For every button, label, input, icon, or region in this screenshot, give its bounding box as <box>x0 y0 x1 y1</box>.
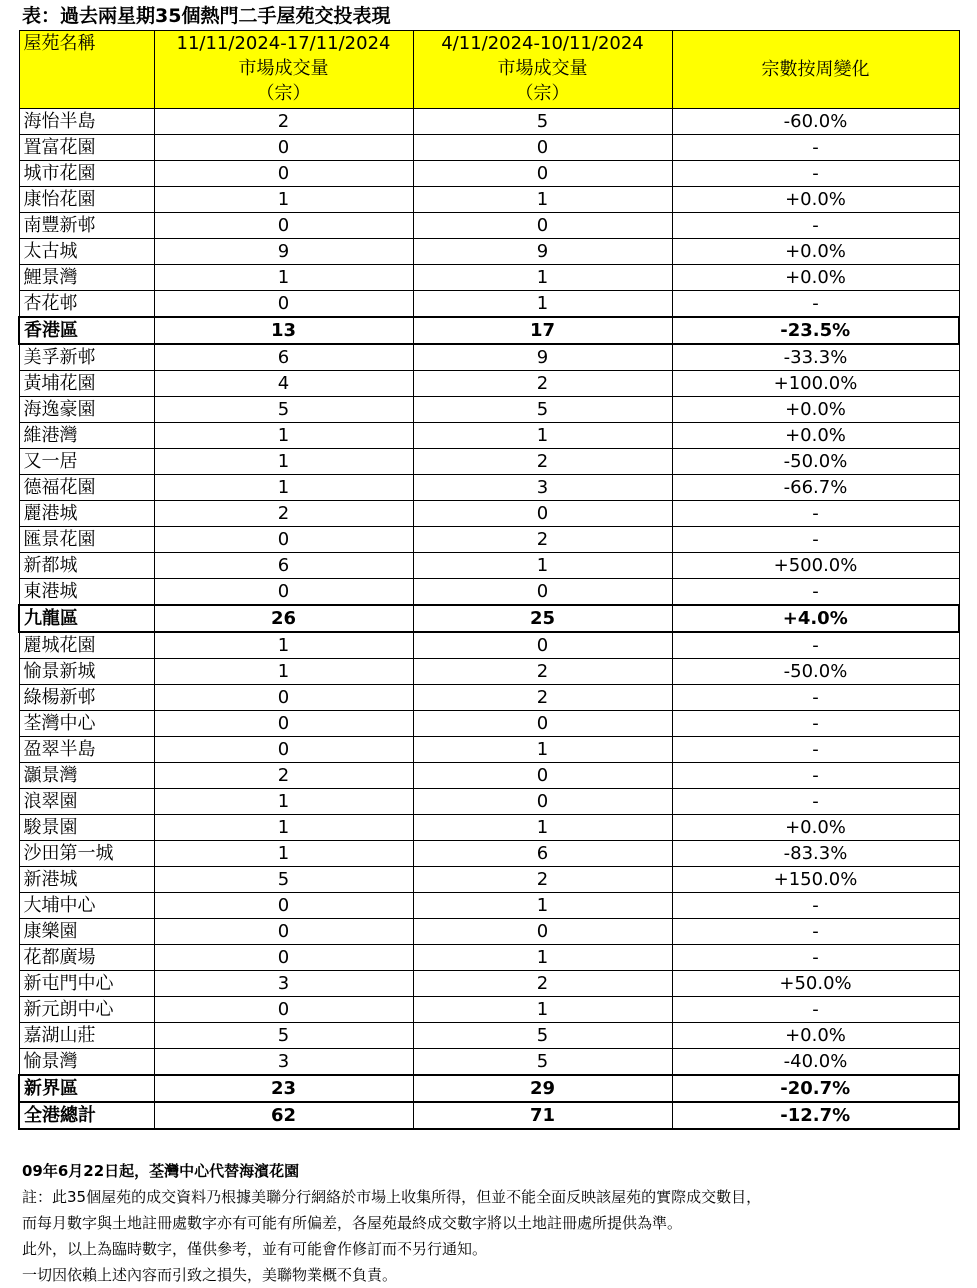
estate-name-cell: 又一居 <box>19 449 154 475</box>
table-row <box>19 423 959 449</box>
weekly-change-cell: - <box>672 501 959 527</box>
subtotal-row <box>19 605 959 632</box>
table-row <box>19 841 959 867</box>
current-count-cell: 1 <box>154 789 413 815</box>
current-count-cell: 0 <box>154 893 413 919</box>
current-count-cell: 5 <box>154 1023 413 1049</box>
table-row <box>19 893 959 919</box>
estate-name-cell: 浪翠園 <box>19 789 154 815</box>
current-count-cell: 0 <box>154 291 413 318</box>
estate-name-cell: 麗城花園 <box>19 632 154 659</box>
previous-count-cell: 0 <box>413 919 672 945</box>
header-previous-period-label: 市場成交量 <box>497 58 588 79</box>
current-count-cell: 26 <box>154 605 413 632</box>
previous-count-cell: 9 <box>413 344 672 371</box>
table-row <box>19 971 959 997</box>
estate-name-cell: 全港總計 <box>19 1102 154 1129</box>
current-count-cell: 1 <box>154 475 413 501</box>
weekly-change-cell: -23.5% <box>672 317 959 344</box>
weekly-change-cell: - <box>672 291 959 318</box>
table-row <box>19 1023 959 1049</box>
estate-name-cell: 美孚新邨 <box>19 344 154 371</box>
current-count-cell: 0 <box>154 213 413 239</box>
table-row <box>19 109 959 135</box>
weekly-change-cell: -50.0% <box>672 449 959 475</box>
previous-count-cell: 1 <box>413 265 672 291</box>
table-row <box>19 945 959 971</box>
current-count-cell: 0 <box>154 919 413 945</box>
estate-name-cell: 鯉景灣 <box>19 265 154 291</box>
current-count-cell: 2 <box>154 501 413 527</box>
estate-name-cell: 城市花園 <box>19 161 154 187</box>
table-row <box>19 1049 959 1076</box>
header-estate-name: 屋苑名稱 <box>19 31 154 109</box>
previous-count-cell: 0 <box>413 711 672 737</box>
previous-count-cell: 2 <box>413 527 672 553</box>
header-row <box>19 31 959 109</box>
subtotal-row <box>19 317 959 344</box>
estate-name-cell: 新都城 <box>19 553 154 579</box>
table-row <box>19 789 959 815</box>
current-count-cell: 2 <box>154 109 413 135</box>
table-row <box>19 239 959 265</box>
table-row <box>19 632 959 659</box>
header-previous-period-unit: （宗） <box>515 83 570 104</box>
estate-name-cell: 愉景新城 <box>19 659 154 685</box>
estate-name-cell: 置富花園 <box>19 135 154 161</box>
estate-name-cell: 太古城 <box>19 239 154 265</box>
current-count-cell: 0 <box>154 135 413 161</box>
current-count-cell: 2 <box>154 763 413 789</box>
current-count-cell: 23 <box>154 1075 413 1102</box>
previous-count-cell: 2 <box>413 867 672 893</box>
table-row <box>19 763 959 789</box>
estate-name-cell: 沙田第一城 <box>19 841 154 867</box>
weekly-change-cell: +0.0% <box>672 423 959 449</box>
notes-headline: 09年6月22日起，荃灣中心代替海濱花園 <box>22 1162 300 1180</box>
previous-count-cell: 2 <box>413 371 672 397</box>
header-current-period-label: 市場成交量 <box>238 58 329 79</box>
current-count-cell: 5 <box>154 397 413 423</box>
estate-name-cell: 大埔中心 <box>19 893 154 919</box>
weekly-change-cell: - <box>672 579 959 606</box>
header-current-period-dates: 11/11/2024-17/11/2024 <box>176 33 391 54</box>
weekly-change-cell: +100.0% <box>672 371 959 397</box>
estate-name-cell: 東港城 <box>19 579 154 606</box>
estate-name-cell: 九龍區 <box>19 605 154 632</box>
previous-count-cell: 1 <box>413 815 672 841</box>
previous-count-cell: 5 <box>413 109 672 135</box>
weekly-change-cell: - <box>672 632 959 659</box>
weekly-change-cell: +0.0% <box>672 397 959 423</box>
current-count-cell: 0 <box>154 945 413 971</box>
current-count-cell: 3 <box>154 1049 413 1076</box>
weekly-change-cell: +50.0% <box>672 971 959 997</box>
table-row <box>19 135 959 161</box>
header-previous-period-dates: 4/11/2024-10/11/2024 <box>441 33 644 54</box>
table-row <box>19 867 959 893</box>
current-count-cell: 1 <box>154 187 413 213</box>
current-count-cell: 0 <box>154 997 413 1023</box>
weekly-change-cell: - <box>672 737 959 763</box>
previous-count-cell: 5 <box>413 397 672 423</box>
previous-count-cell: 3 <box>413 475 672 501</box>
header-weekly-change: 宗數按周變化 <box>672 31 959 109</box>
estate-name-cell: 灝景灣 <box>19 763 154 789</box>
weekly-change-cell: -60.0% <box>672 109 959 135</box>
previous-count-cell: 1 <box>413 737 672 763</box>
current-count-cell: 5 <box>154 867 413 893</box>
previous-count-cell: 71 <box>413 1102 672 1129</box>
table-row <box>19 997 959 1023</box>
table-row <box>19 815 959 841</box>
weekly-change-cell: - <box>672 763 959 789</box>
current-count-cell: 1 <box>154 659 413 685</box>
estate-name-cell: 綠楊新邨 <box>19 685 154 711</box>
table-row <box>19 291 959 318</box>
subtotal-row <box>19 1075 959 1102</box>
table-body <box>19 109 959 1130</box>
previous-count-cell: 2 <box>413 449 672 475</box>
current-count-cell: 4 <box>154 371 413 397</box>
weekly-change-cell: -83.3% <box>672 841 959 867</box>
notes-line-4: 一切因依賴上述內容而引致之損失，美聯物業概不負責。 <box>22 1266 398 1284</box>
previous-count-cell: 0 <box>413 135 672 161</box>
estate-name-cell: 康樂園 <box>19 919 154 945</box>
current-count-cell: 3 <box>154 971 413 997</box>
weekly-change-cell: -33.3% <box>672 344 959 371</box>
table-row <box>19 187 959 213</box>
weekly-change-cell: -20.7% <box>672 1075 959 1102</box>
subtotal-row <box>19 1102 959 1129</box>
weekly-change-cell: - <box>672 789 959 815</box>
previous-count-cell: 1 <box>413 893 672 919</box>
current-count-cell: 62 <box>154 1102 413 1129</box>
weekly-change-cell: +0.0% <box>672 815 959 841</box>
previous-count-cell: 6 <box>413 841 672 867</box>
notes-line-1: 註：此35個屋苑的成交資料乃根據美聯分行網絡於市場上收集所得，但並不能全面反映該屋苑的實際成交數目， <box>22 1188 762 1206</box>
estate-name-cell: 海逸豪園 <box>19 397 154 423</box>
weekly-change-cell: - <box>672 997 959 1023</box>
previous-count-cell: 9 <box>413 239 672 265</box>
table-row <box>19 265 959 291</box>
previous-count-cell: 0 <box>413 789 672 815</box>
previous-count-cell: 0 <box>413 579 672 606</box>
current-count-cell: 0 <box>154 711 413 737</box>
estate-name-cell: 嘉湖山莊 <box>19 1023 154 1049</box>
weekly-change-cell: +0.0% <box>672 239 959 265</box>
estate-name-cell: 花都廣場 <box>19 945 154 971</box>
estate-name-cell: 麗港城 <box>19 501 154 527</box>
weekly-change-cell: - <box>672 919 959 945</box>
estate-name-cell: 盈翠半島 <box>19 737 154 763</box>
previous-count-cell: 29 <box>413 1075 672 1102</box>
weekly-change-cell: +0.0% <box>672 1023 959 1049</box>
current-count-cell: 1 <box>154 815 413 841</box>
weekly-change-cell: -50.0% <box>672 659 959 685</box>
estate-name-cell: 新屯門中心 <box>19 971 154 997</box>
table-row <box>19 449 959 475</box>
table-row <box>19 527 959 553</box>
current-count-cell: 1 <box>154 449 413 475</box>
previous-count-cell: 1 <box>413 291 672 318</box>
estate-name-cell: 新元朗中心 <box>19 997 154 1023</box>
weekly-change-cell: - <box>672 527 959 553</box>
current-count-cell: 0 <box>154 579 413 606</box>
weekly-change-cell: +0.0% <box>672 265 959 291</box>
estate-name-cell: 新港城 <box>19 867 154 893</box>
current-count-cell: 1 <box>154 265 413 291</box>
weekly-change-cell: -40.0% <box>672 1049 959 1076</box>
estate-name-cell: 海怡半島 <box>19 109 154 135</box>
table-row <box>19 711 959 737</box>
weekly-change-cell: -12.7% <box>672 1102 959 1129</box>
previous-count-cell: 2 <box>413 971 672 997</box>
current-count-cell: 0 <box>154 161 413 187</box>
table-row <box>19 475 959 501</box>
header-previous-period <box>413 31 672 109</box>
previous-count-cell: 5 <box>413 1049 672 1076</box>
estate-name-cell: 新界區 <box>19 1075 154 1102</box>
weekly-change-cell: - <box>672 135 959 161</box>
header-current-period-unit: （宗） <box>256 83 311 104</box>
table-row <box>19 371 959 397</box>
transactions-table <box>18 30 960 1130</box>
current-count-cell: 13 <box>154 317 413 344</box>
estate-name-cell: 維港灣 <box>19 423 154 449</box>
table-row <box>19 344 959 371</box>
table-row <box>19 659 959 685</box>
footnotes <box>22 1158 761 1288</box>
previous-count-cell: 2 <box>413 685 672 711</box>
estate-name-cell: 南豐新邨 <box>19 213 154 239</box>
header-current-period <box>154 31 413 109</box>
previous-count-cell: 0 <box>413 501 672 527</box>
table-row <box>19 397 959 423</box>
estate-name-cell: 香港區 <box>19 317 154 344</box>
previous-count-cell: 0 <box>413 632 672 659</box>
notes-line-2: 而每月數字與土地註冊處數字亦有可能有所偏差，各屋苑最終成交數字將以土地註冊處所提供為準。 <box>22 1214 683 1232</box>
current-count-cell: 1 <box>154 841 413 867</box>
weekly-change-cell: - <box>672 685 959 711</box>
current-count-cell: 1 <box>154 632 413 659</box>
estate-name-cell: 杏花邨 <box>19 291 154 318</box>
weekly-change-cell: +150.0% <box>672 867 959 893</box>
estate-name-cell: 匯景花園 <box>19 527 154 553</box>
table-row <box>19 685 959 711</box>
table-row <box>19 579 959 606</box>
weekly-change-cell: - <box>672 893 959 919</box>
table-row <box>19 501 959 527</box>
previous-count-cell: 0 <box>413 763 672 789</box>
table-row <box>19 553 959 579</box>
notes-line-3: 此外，以上為臨時數字，僅供參考，並有可能會作修訂而不另行通知。 <box>22 1240 488 1258</box>
table-row <box>19 919 959 945</box>
table-title: 表：過去兩星期35個熱門二手屋苑交投表現 <box>22 5 391 27</box>
previous-count-cell: 2 <box>413 659 672 685</box>
current-count-cell: 9 <box>154 239 413 265</box>
estate-name-cell: 康怡花園 <box>19 187 154 213</box>
weekly-change-cell: +500.0% <box>672 553 959 579</box>
estate-name-cell: 黃埔花園 <box>19 371 154 397</box>
weekly-change-cell: - <box>672 711 959 737</box>
table-row <box>19 161 959 187</box>
previous-count-cell: 1 <box>413 945 672 971</box>
estate-name-cell: 愉景灣 <box>19 1049 154 1076</box>
current-count-cell: 0 <box>154 685 413 711</box>
current-count-cell: 1 <box>154 423 413 449</box>
table-row <box>19 737 959 763</box>
previous-count-cell: 1 <box>413 187 672 213</box>
weekly-change-cell: - <box>672 945 959 971</box>
weekly-change-cell: - <box>672 161 959 187</box>
weekly-change-cell: +0.0% <box>672 187 959 213</box>
previous-count-cell: 0 <box>413 213 672 239</box>
current-count-cell: 0 <box>154 527 413 553</box>
previous-count-cell: 0 <box>413 161 672 187</box>
previous-count-cell: 1 <box>413 423 672 449</box>
estate-name-cell: 荃灣中心 <box>19 711 154 737</box>
previous-count-cell: 25 <box>413 605 672 632</box>
table-row <box>19 213 959 239</box>
previous-count-cell: 17 <box>413 317 672 344</box>
weekly-change-cell: - <box>672 213 959 239</box>
current-count-cell: 6 <box>154 553 413 579</box>
estate-name-cell: 德福花園 <box>19 475 154 501</box>
current-count-cell: 6 <box>154 344 413 371</box>
previous-count-cell: 5 <box>413 1023 672 1049</box>
weekly-change-cell: -66.7% <box>672 475 959 501</box>
weekly-change-cell: +4.0% <box>672 605 959 632</box>
previous-count-cell: 1 <box>413 553 672 579</box>
estate-name-cell: 駿景園 <box>19 815 154 841</box>
current-count-cell: 0 <box>154 737 413 763</box>
previous-count-cell: 1 <box>413 997 672 1023</box>
